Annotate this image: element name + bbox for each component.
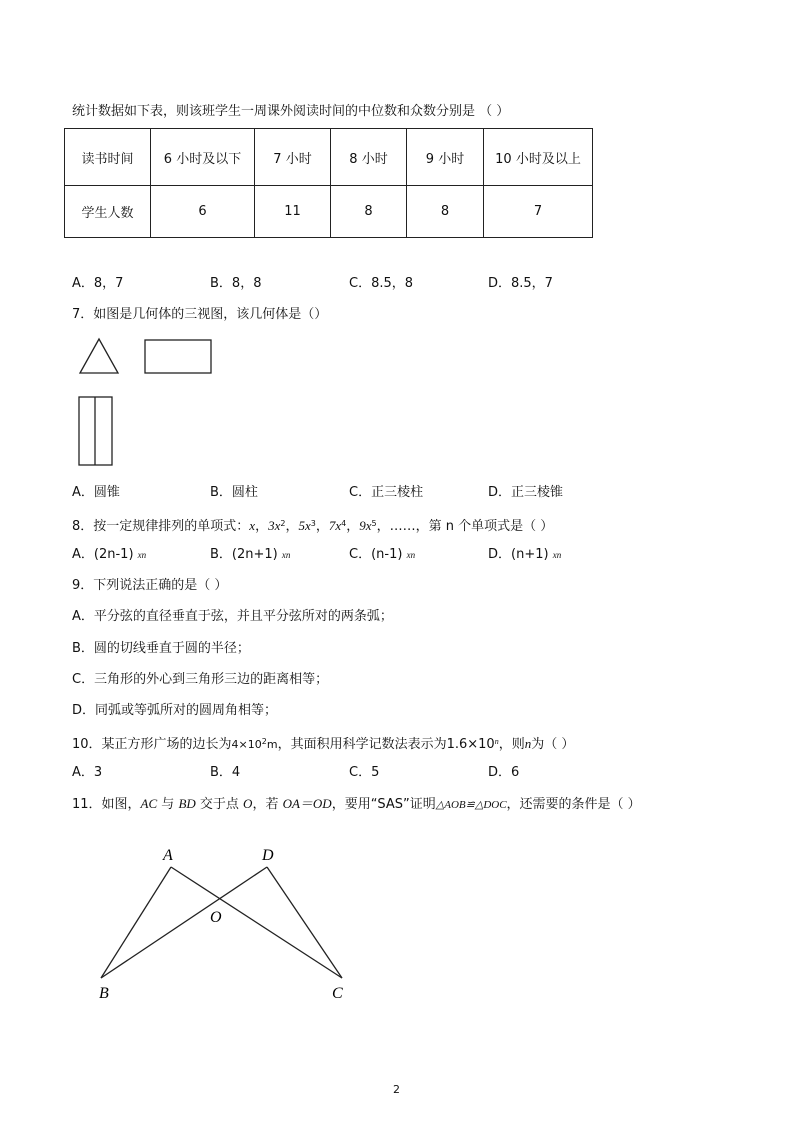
- q9-option-a: A．平分弦的直径垂直于弦，并且平分弦所对的两条弧；: [72, 609, 393, 624]
- side-view-rectangle: [145, 340, 211, 373]
- q11-text: 与: [157, 797, 179, 812]
- option-coef: (2n+1): [231, 547, 278, 562]
- option-label: C．: [349, 547, 372, 562]
- q10-area-value: 1.6×10: [446, 737, 495, 752]
- option-coef: (n+1): [511, 547, 549, 562]
- front-view-triangle: [80, 339, 118, 373]
- q8-exp-3: 3: [310, 519, 316, 528]
- q11-text: ，还需要的条件是（ ）: [506, 797, 641, 812]
- q9-option-d: D．同弧或等弧所对的圆周角相等；: [72, 703, 278, 718]
- table-header-row: [65, 129, 593, 186]
- q11-text: 交于点: [195, 797, 244, 812]
- q7-option-a: A．圆锥: [72, 485, 120, 500]
- segment-ab: [101, 867, 171, 978]
- q8-term-1: x: [249, 518, 256, 533]
- option-label: A．: [72, 547, 94, 562]
- q10-side-unit: m: [266, 738, 278, 751]
- table-header-cell: 7 小时: [255, 129, 331, 186]
- q6-option-c: C．8.5，8: [349, 276, 414, 291]
- question-10-stem: [72, 734, 574, 753]
- question-8-stem: 8．按一定规律排列的单项式：x，$3x^2$，$5x^3$，$7x^4$，$9x^5$，……，第 n 个单项式是（ ）: [72, 518, 554, 534]
- q11-o: O: [243, 796, 253, 811]
- segment-bd: [101, 867, 267, 978]
- q10-option-d: D．6: [488, 765, 520, 780]
- q8-option-a: [72, 547, 146, 563]
- option-coef: (n-1): [371, 547, 403, 562]
- table-cell: 7: [484, 186, 593, 238]
- q11-text: ，要用“SAS”证明: [331, 797, 436, 812]
- q11-congruence: △AOB≌△DOC: [435, 799, 507, 811]
- q10-option-c: C．5: [349, 765, 380, 780]
- label-o: O: [210, 909, 222, 926]
- q8-option-c: [349, 547, 415, 563]
- table-data-row: [65, 186, 593, 238]
- q11-num: 11．如图，: [72, 797, 141, 812]
- q8-exp-4: 4: [341, 519, 347, 528]
- question-9-stem: 9．下列说法正确的是（ ）: [72, 578, 228, 593]
- q11-bd: BD: [178, 796, 196, 811]
- table-cell: 学生人数: [65, 186, 151, 238]
- q8-option-b: [210, 547, 290, 563]
- question-7-stem: 7．如图是几何体的三视图，该几何体是（）: [72, 307, 328, 322]
- q8-term-5: 9x: [359, 518, 372, 533]
- q10-stem-c: ，则: [498, 737, 525, 752]
- table-header-cell: 6 小时及以下: [151, 129, 255, 186]
- q10-side-value: 4×10: [231, 738, 262, 751]
- q9-option-b: B．圆的切线垂直于圆的半径；: [72, 641, 250, 656]
- q8-term-3: 5x: [298, 518, 311, 533]
- segment-dc: [267, 867, 342, 978]
- q10-stem-d: 为（ ）: [531, 737, 575, 752]
- q7-option-b: B．圆柱: [210, 485, 258, 500]
- question-11-stem: [72, 796, 641, 813]
- table-cell: 11: [255, 186, 331, 238]
- table-cell: 6: [151, 186, 255, 238]
- option-term: xn: [281, 550, 291, 560]
- reading-time-table: [64, 128, 593, 238]
- q8-term-2: 3x: [268, 518, 281, 533]
- intersecting-triangles-figure: [0, 840, 794, 1040]
- table-header-cell: 读书时间: [65, 129, 151, 186]
- table-header-cell: 9 小时: [407, 129, 484, 186]
- table-header-cell: 10 小时及以上: [484, 129, 593, 186]
- option-term: xn: [406, 550, 416, 560]
- q10-option-a: A．3: [72, 765, 103, 780]
- q7-option-d: D．正三棱锥: [488, 485, 564, 500]
- option-label: D．: [488, 547, 512, 562]
- q11-ac: AC: [140, 796, 158, 811]
- label-a: A: [163, 847, 173, 864]
- q10-side-exp: 2: [261, 737, 267, 746]
- q10-stem-b: ，其面积用科学记数法表示为: [277, 737, 447, 752]
- option-label: B．: [210, 547, 232, 562]
- q8-prefix: 8．按一定规律排列的单项式：: [72, 519, 250, 534]
- q10-stem-a: 10．某正方形广场的边长为: [72, 737, 232, 752]
- table-cell: 8: [331, 186, 407, 238]
- option-coef: (2n-1): [93, 547, 134, 562]
- table-header-cell: 8 小时: [331, 129, 407, 186]
- q6-option-a: A．8，7: [72, 276, 124, 291]
- segment-ac: [171, 867, 342, 978]
- q10-area-exp: n: [494, 737, 499, 746]
- q7-option-c: C．正三棱柱: [349, 485, 424, 500]
- q9-option-c: C．三角形的外心到三角形三边的距离相等；: [72, 672, 329, 687]
- page-number: 2: [393, 1083, 400, 1096]
- q8-option-d: [488, 547, 561, 563]
- table-cell: 8: [407, 186, 484, 238]
- q10-var: n: [524, 736, 532, 751]
- q11-oa-od: OA＝OD: [282, 796, 332, 811]
- q8-term-4: 7x: [328, 518, 342, 533]
- q11-text: ，若: [252, 797, 283, 812]
- q8-exp-5: 5: [371, 519, 377, 528]
- three-view-drawing: [0, 330, 794, 470]
- label-d: D: [262, 847, 274, 864]
- q8-suffix: ……，第 n 个单项式是（ ）: [389, 519, 554, 534]
- question-6-intro: 统计数据如下表，则该班学生一周课外阅读时间的中位数和众数分别是 （ ）: [72, 104, 510, 119]
- q10-option-b: B．4: [210, 765, 241, 780]
- label-b: B: [99, 985, 109, 1002]
- q8-exp-2: 2: [280, 519, 286, 528]
- q6-option-d: D．8.5，7: [488, 276, 553, 291]
- option-term: xn: [137, 550, 147, 560]
- label-c: C: [332, 985, 343, 1002]
- q6-option-b: B．8，8: [210, 276, 262, 291]
- option-term: xn: [552, 550, 562, 560]
